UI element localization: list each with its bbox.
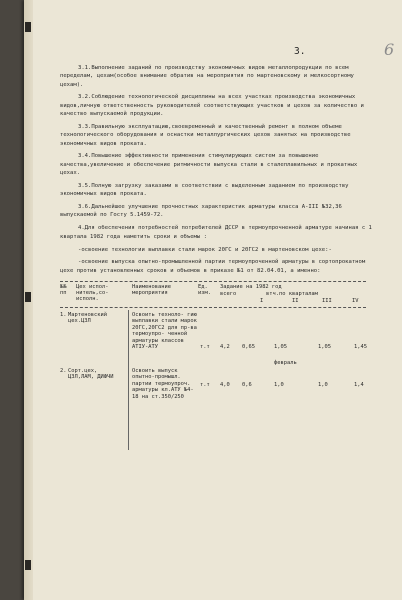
row1-shop: Мартеновский цех.ЦЗЛ xyxy=(68,311,107,325)
row1-q3: 1,05 xyxy=(318,343,331,350)
paragraph: 3.3.Правильную эксплуатацию,своевременный и качественный ремонт в полном объеме технологического оборудования и оснастки металлургических цехов занятых на производстве экономичных видов проката. xyxy=(60,123,354,147)
row1-measure: Освоить техноло- гию выплавки стали марок 20ГС,20ГС2 для пр-ва термоупро- ченной арматуры классов АТIУ-АТУ xyxy=(132,311,197,351)
document-sheet xyxy=(24,0,402,600)
row2-no: 2. xyxy=(60,367,67,374)
header-total: всего xyxy=(220,290,237,297)
header-q1: I xyxy=(260,297,264,304)
row2-q4: 1,4 xyxy=(354,381,364,388)
row2-total: 4,0 xyxy=(220,381,230,388)
paragraph: 3.5.Полную загрузку заказами в соответствии с выделенным заданием по производству экономичных видов проката. xyxy=(60,182,352,198)
row2-measure: Освоить выпуск опытно-промышл. партии термоупроч. арматуры кл.АТУ №4-18 на ст.350/250 xyxy=(132,367,194,400)
row2-q3: 1,0 xyxy=(318,381,328,388)
header-task: Задание на 1982 год xyxy=(220,283,282,290)
row1-total: 4,2 xyxy=(220,343,230,350)
row1-q4: 1,45 xyxy=(354,343,367,350)
document-body xyxy=(60,64,376,450)
row2-q2: 1,0 xyxy=(274,381,284,388)
header-no: №№ пп xyxy=(60,283,67,297)
header-q3: III xyxy=(322,297,332,304)
binder-hole xyxy=(25,22,31,32)
pencil-mark: 6 xyxy=(384,40,395,59)
row1-q2: 1,05 xyxy=(274,343,287,350)
row2-q1: 0,6 xyxy=(242,381,252,388)
paragraph: 3.2.Соблюдение технологической дисциплины на всех участках производства экономичных видов,личную ответственность руководителей соответствующих участков и цехов за количество и качество выпускаемой продукции. xyxy=(60,94,368,118)
binder-hole xyxy=(25,292,31,302)
header-shop: Цех испол- нитель,со- исполн. xyxy=(76,283,109,303)
header-by-quarter: втч.по кварталам xyxy=(266,290,318,297)
row2-note: февраль xyxy=(274,359,297,366)
paragraph: 3.1.Выполнение заданий по производству экономичных видов металлопродукции по всем переделам, цехам(особое внимание обратив на мероприятия по мартеновскому и мелкосортному цехам). xyxy=(60,65,358,88)
table-header xyxy=(60,284,372,306)
paragraph: 4.Для обеспечения потребностей потребителей ДССР в термоупрочненной арматуре начиная с 1 квартала 1982 года наметить сроки и объемы : xyxy=(60,225,376,240)
column-divider xyxy=(128,310,129,450)
row1-unit: т.т xyxy=(200,343,210,350)
header-q4: IV xyxy=(352,297,359,304)
binder-hole xyxy=(25,560,31,570)
header-measure: Наименование мероприятия xyxy=(132,283,171,297)
header-unit: Ед. изм. xyxy=(198,283,211,297)
paragraph: -освоение выпуска опытно-промышленной партии термоупроченной арматуры в сортопрокатном цехе против установленных сроков и объемов в приказе №1 от 82.04.01, а именно: xyxy=(60,259,369,274)
paragraph: 3.4.Повышение эффективности применения стимулирующих систем за повышение качества,увеличение и обеспечение ритмичности выпуска стали в сталеплавильных и прокатных цехах. xyxy=(60,153,361,177)
table-header-rule xyxy=(60,307,366,308)
row2-unit: т.т xyxy=(200,381,210,388)
paragraph: -освоение технологии выплавки стали марок 20ГС и 20ГС2 в мартеновском цехе:- xyxy=(78,246,332,253)
page-number: 3. xyxy=(294,46,306,57)
row1-no: 1. xyxy=(60,311,67,318)
row1-q1: 0,65 xyxy=(242,343,255,350)
table-body xyxy=(60,310,372,450)
table-top-rule xyxy=(60,281,366,282)
paragraph: 3.6.Дальнейшее улучшение прочностных характеристик арматуры класса А-III №32,36 выпускаемой по Госту 5.1459-72. xyxy=(60,204,346,219)
header-q2: II xyxy=(292,297,299,304)
row2-shop: Сорт.цех, ЦЗЛ,ЛАМ, ДИФЧИ xyxy=(68,367,114,381)
